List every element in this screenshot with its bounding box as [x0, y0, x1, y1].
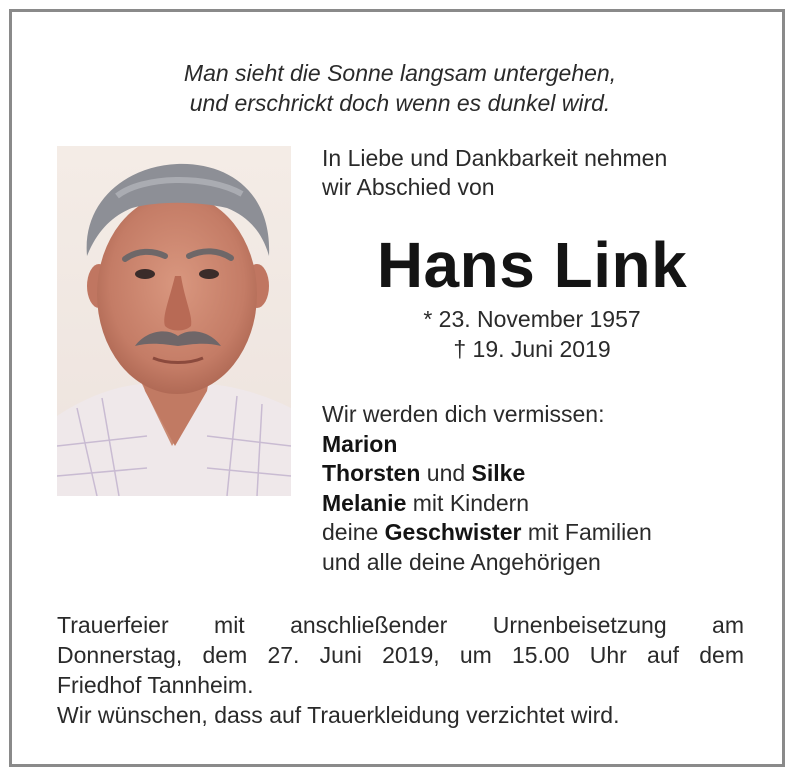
mourners-heading: Wir werden dich vermissen: — [322, 401, 605, 427]
death-date: † 19. Juni 2019 — [453, 336, 611, 362]
siblings-prefix: deine — [322, 519, 379, 545]
verse-line-1: Man sieht die Sonne langsam untergehen, — [183, 60, 617, 86]
mourner-thorsten: Thorsten — [322, 460, 421, 486]
mourner-relatives: und alle deine Angehörigen — [322, 548, 601, 575]
mourner-siblings: Geschwister — [384, 519, 522, 545]
intro-line-2: wir Abschied von — [322, 174, 495, 200]
memorial-verse — [0, 58, 800, 118]
conjunction-und: und — [426, 460, 466, 486]
mourner-silke: Silke — [471, 460, 526, 486]
birth-date: * 23. November 1957 — [423, 306, 641, 332]
portrait-photo — [57, 146, 291, 496]
verse-line-2: und erschrickt doch wenn es dunkel wird. — [189, 90, 611, 116]
service-line-3: Friedhof Tannheim. — [57, 672, 254, 698]
deceased-name: Hans Link — [376, 229, 688, 301]
service-line-4: Wir wünschen, dass auf Trauerkleidung verzichtet wird. — [57, 702, 620, 728]
mourners-list — [322, 400, 762, 577]
service-line-2: Donnerstag, dem 27. Juni 2019, um 15.00 Uhr auf dem — [57, 642, 744, 668]
life-dates — [322, 304, 742, 364]
service-line-1: Trauerfeier mit anschließender Urnenbeisetzung am — [57, 612, 744, 638]
mourner-marion: Marion — [322, 430, 398, 457]
mourner-melanie: Melanie — [322, 489, 407, 516]
siblings-suffix: mit Familien — [527, 519, 652, 545]
mourner-melanie-suffix: mit Kindern — [412, 489, 530, 516]
intro-text — [322, 144, 762, 202]
intro-line-1: In Liebe und Dankbarkeit nehmen — [322, 145, 668, 171]
service-info — [57, 610, 744, 730]
